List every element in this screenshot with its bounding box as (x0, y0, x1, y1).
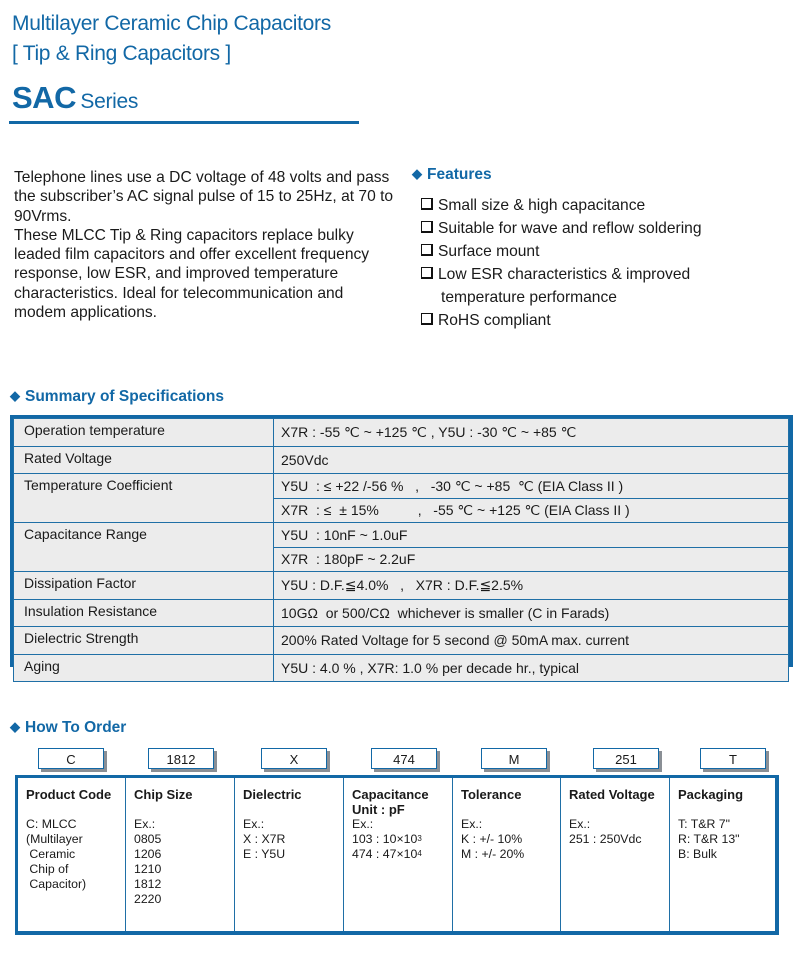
diamond-bullet-icon: ◆ (412, 166, 422, 181)
column-line: K : +/- 10% (461, 832, 523, 846)
spacer (134, 802, 234, 817)
spec-label: Operation temperature (14, 419, 274, 447)
column-line: B: Bulk (678, 847, 717, 861)
column-line: T: T&R 7" (678, 817, 730, 831)
column-line: Capacitor) (26, 877, 87, 891)
features-heading (412, 165, 492, 185)
column-line: Ex.: (134, 817, 156, 831)
spacer (461, 802, 560, 817)
order-code-box-voltage: 251 (593, 748, 659, 769)
spec-label: Temperature Coefficient (14, 474, 274, 523)
spec-label: Capacitance Range (14, 523, 274, 572)
column-line: Ex.: (352, 817, 374, 831)
spec-label: Aging (14, 654, 274, 682)
order-column-dielectric (235, 778, 344, 931)
title-divider (9, 121, 359, 124)
order-heading-label: How To Order (25, 719, 127, 736)
spec-label: Dissipation Factor (14, 572, 274, 600)
spec-value: 10GΩ or 500/CΩ whichever is smaller (C in Farads) (274, 599, 789, 627)
column-title: Product Code (26, 787, 112, 802)
order-heading (10, 718, 126, 738)
order-code-box-chip-size: 1812 (148, 748, 214, 769)
specs-table (13, 418, 789, 682)
title-line-1: Multilayer Ceramic Chip Capacitors (12, 12, 331, 35)
table-row (14, 654, 789, 682)
order-code-box-packaging: T (700, 748, 766, 769)
checkbox-icon (421, 267, 433, 279)
column-subtitle: Unit : pF (352, 802, 405, 817)
checkbox-icon (421, 221, 433, 233)
feature-item (421, 309, 702, 332)
specs-heading-label: Summary of Specifications (25, 388, 224, 405)
diamond-bullet-icon: ◆ (10, 719, 20, 734)
spec-value: Y5U : 4.0 % , X7R: 1.0 % per decade hr., typical (274, 654, 789, 682)
checkbox-icon (421, 244, 433, 256)
order-column-product-code (18, 778, 126, 931)
checkbox-icon (421, 198, 433, 210)
column-line: M : +/- 20% (461, 847, 525, 861)
order-code-box-tolerance: M (481, 748, 547, 769)
column-line: Ex.: (243, 817, 265, 831)
table-row (14, 474, 789, 499)
order-column-capacitance (344, 778, 453, 931)
checkbox-icon (421, 313, 433, 325)
intro-paragraph-2: These MLCC Tip & Ring capacitors replace bulky leaded film capacitors and offer excellent frequency response, low ESR, and improved temperature characteristics. Ideal for telecommunication and modem applications. (14, 226, 370, 322)
table-row (14, 627, 789, 655)
column-line: R: T&R 13" (678, 832, 740, 846)
spec-value: X7R : -55 ℃ ~ +125 ℃ , Y5U : -30 ℃ ~ +85 ℃ (274, 419, 789, 447)
feature-text-continuation: temperature performance (441, 289, 617, 306)
table-row (14, 572, 789, 600)
table-row (14, 523, 789, 548)
feature-text: Surface mount (438, 243, 540, 260)
spacer (243, 802, 343, 817)
column-line: 0805 (134, 832, 162, 846)
column-line: E : Y5U (243, 847, 286, 861)
series-code: SAC (12, 80, 76, 115)
order-column-rated-voltage (561, 778, 670, 931)
series-title (12, 80, 138, 122)
feature-text: Suitable for wave and reflow soldering (438, 220, 702, 237)
column-line: X : X7R (243, 832, 286, 846)
column-title: Dielectric (243, 787, 302, 802)
spec-value: 250Vdc (274, 446, 789, 474)
spec-label: Insulation Resistance (14, 599, 274, 627)
table-row (14, 599, 789, 627)
column-line (352, 832, 452, 847)
column-title: Chip Size (134, 787, 193, 802)
column-line: Chip of (26, 862, 69, 876)
spacer (678, 802, 775, 817)
series-label: Series (80, 90, 139, 113)
column-line: Ceramic (26, 847, 76, 861)
spec-value: X7R : 180pF ~ 2.2uF (274, 547, 789, 572)
spec-value: Y5U : 10nF ~ 1.0uF (274, 523, 789, 548)
order-column-tolerance (453, 778, 561, 931)
spacer (26, 802, 125, 817)
column-line: 1210 (134, 862, 162, 876)
specs-heading (10, 387, 224, 407)
column-line (352, 847, 452, 862)
order-column-packaging (670, 778, 775, 931)
table-row (14, 446, 789, 474)
feature-text: Low ESR characteristics & improved (438, 266, 691, 283)
order-column-chip-size (126, 778, 235, 931)
superscript: 4 (417, 849, 422, 858)
intro-paragraph-1: Telephone lines use a DC voltage of 48 volts and pass the subscriber’s AC signal pulse of 15 to 25Hz, at 70 to 90Vrms. (14, 169, 394, 225)
column-title: Capacitance (352, 787, 429, 802)
column-line: Ex.: (461, 817, 483, 831)
column-line: 251 : 250Vdc (569, 832, 642, 846)
spec-value: 200% Rated Voltage for 5 second @ 50mA max. current (274, 627, 789, 655)
spec-value: Y5U : D.F.≦4.0% , X7R : D.F.≦2.5% (274, 572, 789, 600)
order-code-box-dielectric: X (261, 748, 327, 769)
spec-label: Rated Voltage (14, 446, 274, 474)
table-row (14, 419, 789, 447)
order-code-box-capacitance: 474 (371, 748, 437, 769)
spacer (569, 802, 669, 817)
feature-item (421, 240, 702, 263)
line-text: 103 : 10×10 (352, 832, 418, 846)
column-line: 1812 (134, 877, 162, 891)
superscript: 3 (417, 834, 422, 843)
intro-text (14, 168, 394, 322)
spec-label: Dielectric Strength (14, 627, 274, 655)
diamond-bullet-icon: ◆ (10, 388, 20, 403)
feature-item (421, 194, 702, 217)
line-text: 474 : 47×10 (352, 847, 418, 861)
spec-value: X7R : ≤ ± 15% , -55 ℃ ~ +125 ℃ (EIA Class II ) (274, 498, 789, 523)
column-line: 1206 (134, 847, 162, 861)
column-line: 2220 (134, 892, 162, 906)
column-title: Rated Voltage (569, 787, 655, 802)
order-code-box-product: C (38, 748, 104, 769)
feature-item (421, 217, 702, 240)
title-line-2: [ Tip & Ring Capacitors ] (12, 42, 231, 65)
feature-text: RoHS compliant (438, 312, 551, 329)
spec-value: Y5U : ≤ +22 /-56 % , -30 ℃ ~ +85 ℃ (EIA Class II ) (274, 474, 789, 499)
column-title: Packaging (678, 787, 744, 802)
column-line: C: MLCC (26, 817, 77, 831)
column-line: (Multilayer (26, 832, 83, 846)
column-title: Tolerance (461, 787, 522, 802)
feature-text: Small size & high capacitance (438, 197, 646, 214)
features-heading-label: Features (427, 166, 492, 183)
column-line: Ex.: (569, 817, 591, 831)
feature-item (421, 263, 702, 309)
features-list (421, 194, 702, 332)
